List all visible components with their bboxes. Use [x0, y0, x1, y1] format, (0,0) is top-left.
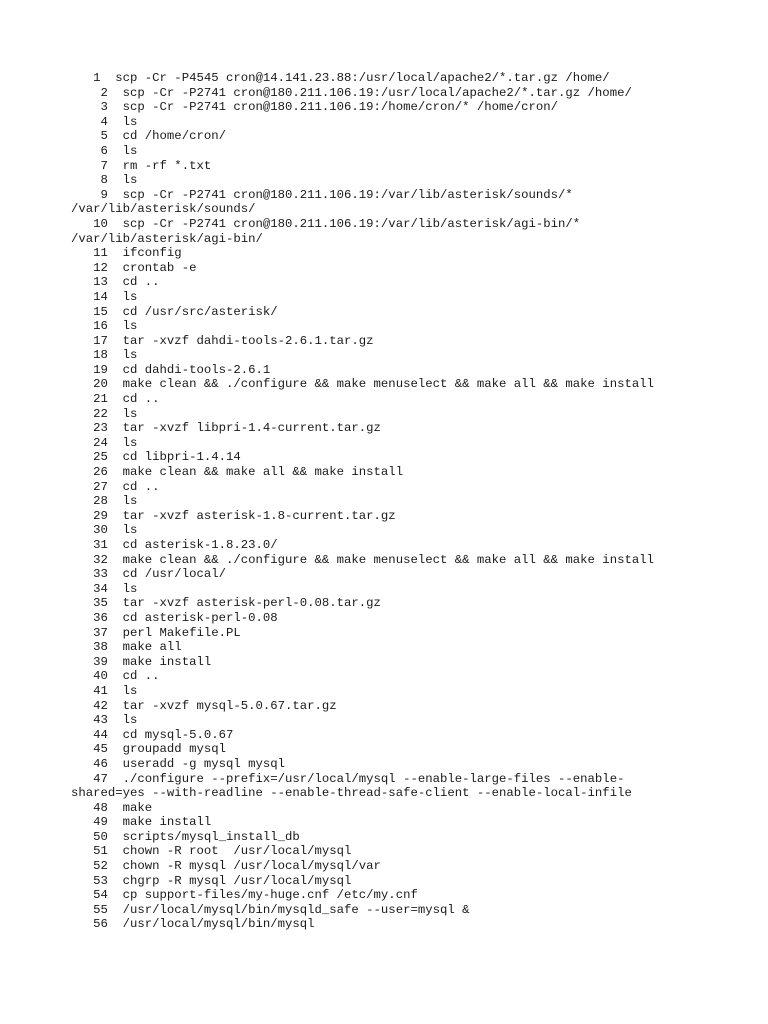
history-line: 17 tar -xvzf dahdi-tools-2.6.1.tar.gz: [71, 333, 374, 348]
history-line: 31 cd asterisk-1.8.23.0/: [71, 538, 278, 552]
history-line: 36 cd asterisk-perl-0.08: [71, 610, 278, 625]
history-line: /var/lib/asterisk/sounds/: [71, 202, 256, 217]
history-line: 30 ls: [71, 523, 138, 538]
history-line: 3 scp -Cr -P2741 cron@180.211.106.19:/home/cron/* /home/cron/: [71, 100, 559, 115]
history-line: 7 rm -rf *.txt: [71, 158, 212, 173]
history-line: 35 tar -xvzf asterisk-perl-0.08.tar.gz: [71, 596, 381, 611]
history-line: 42 tar -xvzf mysql-5.0.67.tar.gz: [71, 698, 337, 713]
history-line: 26 make clean && make all && make install: [71, 465, 404, 480]
history-line: 1 scp -Cr -P4545 cron@14.141.23.88:/usr/local/apache2/*.tar.gz /home/: [71, 71, 610, 85]
command-history: [71, 71, 711, 932]
history-line: 49 make install: [71, 815, 212, 830]
history-line: shared=yes --with-readline --enable-thread-safe-client --enable-local-infile: [71, 786, 632, 801]
history-line: 14 ls: [71, 289, 138, 304]
history-line: 2 scp -Cr -P2741 cron@180.211.106.19:/usr/local/apache2/*.tar.gz /home/: [71, 85, 632, 100]
history-line: 34 ls: [71, 581, 138, 596]
history-line: 13 cd ..: [71, 275, 160, 290]
history-line: 22 ls: [71, 406, 138, 421]
history-line: 28 ls: [71, 494, 138, 509]
history-line: 50 scripts/mysql_install_db: [71, 829, 300, 844]
history-line: 9 scp -Cr -P2741 cron@180.211.106.19:/var/lib/asterisk/sounds/*: [71, 187, 573, 202]
history-line: 44 cd mysql-5.0.67: [71, 727, 234, 742]
history-line: 51 chown -R root /usr/local/mysql: [71, 844, 352, 859]
history-line: 40 cd ..: [71, 669, 160, 684]
history-line: 16 ls: [71, 319, 138, 334]
history-line: 25 cd libpri-1.4.14: [71, 450, 241, 465]
history-line: 46 useradd -g mysql mysql: [71, 756, 286, 771]
history-line: 38 make all: [71, 640, 182, 655]
history-line: 29 tar -xvzf asterisk-1.8-current.tar.gz: [71, 508, 396, 523]
history-line: 27 cd ..: [71, 479, 160, 494]
history-line: 11 ifconfig: [71, 246, 182, 261]
history-line: 24 ls: [71, 435, 138, 450]
history-line: 41 ls: [71, 683, 138, 698]
history-line: 15 cd /usr/src/asterisk/: [71, 304, 278, 319]
history-line: 8 ls: [71, 173, 138, 188]
history-line: 10 scp -Cr -P2741 cron@180.211.106.19:/var/lib/asterisk/agi-bin/*: [71, 216, 581, 231]
history-line: 47 ./configure --prefix=/usr/local/mysql --enable-large-files --enable-: [71, 771, 625, 786]
history-line: 54 cp support-files/my-huge.cnf /etc/my.cnf: [71, 888, 418, 903]
history-line: 56 /usr/local/mysql/bin/mysql: [71, 917, 315, 932]
history-line: 4 ls: [71, 114, 138, 129]
history-line: 6 ls: [71, 143, 138, 158]
history-line: 32 make clean && ./configure && make menuselect && make all && make install: [71, 552, 654, 567]
history-line: 21 cd ..: [71, 392, 160, 407]
history-line: 18 ls: [71, 348, 138, 363]
history-line: 20 make clean && ./configure && make menuselect && make all && make install: [71, 377, 654, 392]
history-line: 19 cd dahdi-tools-2.6.1: [71, 362, 271, 377]
history-line: 48 make: [71, 800, 153, 815]
history-line: 33 cd /usr/local/: [71, 567, 226, 582]
history-line: 43 ls: [71, 713, 138, 728]
history-line: 23 tar -xvzf libpri-1.4-current.tar.gz: [71, 421, 381, 436]
history-line: 52 chown -R mysql /usr/local/mysql/var: [71, 859, 381, 874]
history-line: /var/lib/asterisk/agi-bin/: [71, 231, 263, 246]
history-line: 53 chgrp -R mysql /usr/local/mysql: [71, 873, 352, 888]
history-line: 55 /usr/local/mysql/bin/mysqld_safe --user=mysql &: [71, 902, 470, 917]
history-line: 45 groupadd mysql: [71, 742, 226, 757]
history-line: 39 make install: [71, 654, 212, 669]
history-line: 37 perl Makefile.PL: [71, 625, 241, 640]
history-line: 5 cd /home/cron/: [71, 129, 226, 144]
history-line: 12 crontab -e: [71, 260, 197, 275]
